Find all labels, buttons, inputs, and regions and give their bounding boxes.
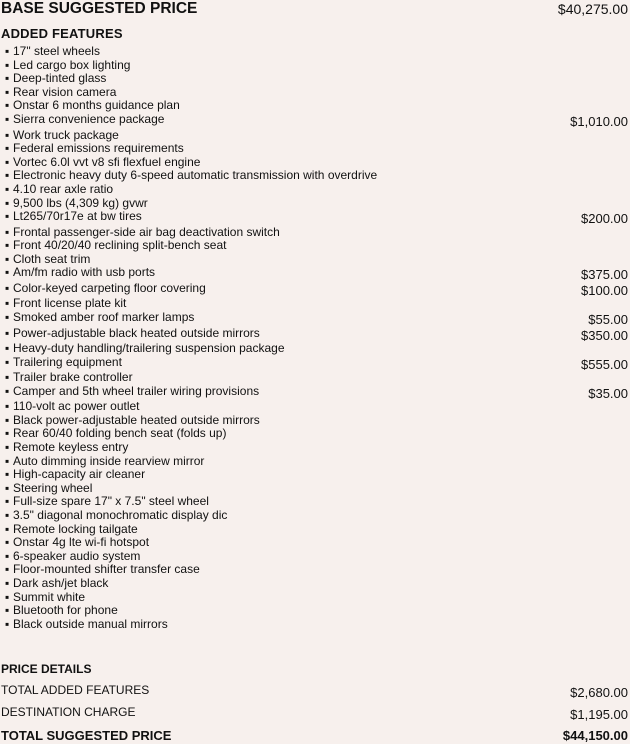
feature-text: Work truck package — [13, 127, 119, 142]
bullet-icon: ▪ — [5, 426, 10, 441]
feature-text: Heavy-duty handling/trailering suspension package — [13, 341, 285, 355]
base-price-label: BASE SUGGESTED PRICE — [1, 0, 198, 17]
bullet-icon: ▪ — [5, 57, 10, 72]
feature-label — [5, 225, 280, 239]
bullet-icon: ▪ — [5, 141, 10, 156]
feature-text: 110-volt ac power outlet — [13, 399, 140, 414]
feature-text: 3.5" diagonal monochromatic display dic — [13, 508, 228, 522]
feature-label — [5, 454, 204, 468]
feature-label — [5, 481, 92, 495]
bullet-icon: ▪ — [5, 616, 10, 631]
feature-label — [5, 326, 260, 340]
feature-text: Onstar 4g lte wi-fi hotspot — [13, 535, 150, 550]
feature-text: Black outside manual mirrors — [13, 616, 168, 631]
feature-text: Full-size spare 17" x 7.5" steel wheel — [13, 494, 209, 509]
feature-text: Lt265/70r17e at bw tires — [13, 209, 142, 224]
feature-label — [5, 355, 122, 369]
feature-text: 4.10 rear axle ratio — [13, 181, 114, 196]
bullet-icon: ▪ — [5, 168, 10, 183]
feature-text: Black power-adjustable heated outside mirrors — [13, 412, 260, 427]
feature-text: Rear 60/40 folding bench seat (folds up) — [13, 426, 227, 441]
feature-text: Onstar 6 months guidance plan — [13, 98, 180, 113]
feature-label — [5, 281, 206, 295]
feature-label — [5, 384, 259, 398]
bullet-icon: ▪ — [5, 310, 10, 324]
feature-label — [5, 549, 140, 563]
feature-text: Remote locking tailgate — [13, 521, 138, 536]
feature-text: Trailering equipment — [13, 354, 122, 369]
feature-label — [5, 58, 130, 72]
feature-text: Sierra convenience package — [13, 112, 165, 126]
feature-label — [5, 44, 100, 58]
bullet-icon: ▪ — [5, 44, 10, 58]
feature-label — [5, 399, 140, 413]
feature-text: Front license plate kit — [13, 296, 127, 311]
feature-price: $375.00 — [581, 267, 628, 283]
feature-text: Camper and 5th wheel trailer wiring provisions — [13, 383, 260, 398]
destination-label: DESTINATION CHARGE — [1, 705, 136, 719]
feature-text: Smoked amber roof marker lamps — [13, 310, 195, 324]
feature-label — [5, 341, 285, 355]
feature-price: $35.00 — [588, 385, 628, 401]
bullet-icon: ▪ — [5, 480, 10, 495]
feature-text: Trailer brake controller — [13, 370, 133, 385]
bullet-icon: ▪ — [5, 71, 10, 86]
feature-label — [5, 98, 180, 112]
bullet-icon: ▪ — [5, 209, 10, 224]
feature-text: Summit white — [13, 589, 86, 604]
feature-label — [5, 296, 126, 310]
bullet-icon: ▪ — [5, 562, 10, 577]
total-added-value: $2,680.00 — [570, 685, 628, 700]
bullet-icon: ▪ — [5, 508, 10, 522]
feature-text: Color-keyed carpeting floor covering — [13, 280, 206, 295]
feature-text: 9,500 lbs (4,309 kg) gvwr — [13, 195, 148, 210]
bullet-icon: ▪ — [5, 521, 10, 536]
bullet-icon: ▪ — [5, 354, 10, 369]
feature-label — [5, 71, 106, 85]
feature-label — [5, 155, 200, 169]
feature-label — [5, 238, 226, 252]
bullet-icon: ▪ — [5, 296, 10, 311]
bullet-icon: ▪ — [5, 576, 10, 590]
feature-label — [5, 128, 119, 142]
bullet-icon: ▪ — [5, 84, 10, 99]
feature-label — [5, 252, 90, 266]
bullet-icon: ▪ — [5, 399, 10, 414]
feature-text: Cloth seat trim — [13, 251, 91, 266]
feature-label — [5, 494, 209, 508]
bullet-icon: ▪ — [5, 224, 10, 239]
bullet-icon: ▪ — [5, 383, 10, 398]
feature-text: High-capacity air cleaner — [13, 467, 146, 482]
feature-label — [5, 535, 149, 549]
bullet-icon: ▪ — [5, 127, 10, 142]
bullet-icon: ▪ — [5, 467, 10, 482]
feature-text: Led cargo box lighting — [13, 57, 131, 72]
feature-text: 6-speaker audio system — [13, 548, 141, 563]
feature-text: Front 40/20/40 reclining split-bench seat — [13, 238, 227, 253]
feature-text: 17" steel wheels — [13, 44, 100, 58]
bullet-icon: ▪ — [5, 341, 10, 355]
bullet-icon: ▪ — [5, 412, 10, 427]
bullet-icon: ▪ — [5, 535, 10, 550]
total-price-value: $44,150.00 — [562, 728, 628, 743]
feature-price: $350.00 — [581, 327, 628, 343]
feature-label — [5, 562, 200, 576]
feature-label — [5, 508, 227, 522]
bullet-icon: ▪ — [5, 154, 10, 169]
feature-label — [5, 182, 113, 196]
destination-value: $1,195.00 — [570, 707, 628, 722]
feature-text: Vortec 6.0l vvt v8 sfi flexfuel engine — [13, 154, 201, 169]
base-price-value: $40,275.00 — [557, 1, 628, 17]
feature-text: Rear vision camera — [13, 84, 117, 99]
feature-label — [5, 413, 260, 427]
feature-price: $100.00 — [581, 282, 628, 298]
feature-text: Electronic heavy duty 6-speed automatic transmission with overdrive — [13, 168, 378, 183]
bullet-icon: ▪ — [5, 265, 10, 280]
bullet-icon: ▪ — [5, 548, 10, 563]
feature-price: $555.00 — [581, 356, 628, 372]
bullet-icon: ▪ — [5, 238, 10, 253]
feature-text: Bluetooth for phone — [13, 603, 118, 618]
feature-label — [5, 112, 164, 126]
bullet-icon: ▪ — [5, 370, 10, 385]
feature-price: $1,010.00 — [570, 114, 628, 129]
feature-label — [5, 85, 116, 99]
feature-text: Dark ash/jet black — [13, 576, 109, 590]
feature-text: Remote keyless entry — [13, 440, 129, 454]
total-added-label: TOTAL ADDED FEATURES — [1, 683, 150, 697]
bullet-icon: ▪ — [5, 494, 10, 509]
feature-label — [5, 522, 138, 536]
bullet-icon: ▪ — [5, 181, 10, 196]
bullet-icon: ▪ — [5, 440, 10, 454]
feature-label — [5, 440, 128, 454]
price-details-heading: PRICE DETAILS — [1, 662, 92, 676]
feature-text: Floor-mounted shifter transfer case — [13, 562, 200, 577]
feature-label — [5, 196, 148, 210]
feature-text: Frontal passenger-side air bag deactivation switch — [13, 224, 280, 239]
bullet-icon: ▪ — [5, 453, 10, 468]
feature-label — [5, 467, 145, 481]
feature-label — [5, 426, 226, 440]
feature-text: Steering wheel — [13, 480, 93, 495]
feature-label — [5, 265, 155, 279]
bullet-icon: ▪ — [5, 195, 10, 210]
bullet-icon: ▪ — [5, 589, 10, 604]
added-features-heading: ADDED FEATURES — [1, 26, 123, 41]
feature-price: $55.00 — [588, 312, 628, 327]
feature-text: Auto dimming inside rearview mirror — [13, 453, 205, 468]
feature-label — [5, 617, 168, 631]
feature-text: Federal emissions requirements — [13, 141, 184, 156]
feature-label — [5, 209, 142, 223]
feature-text: Power-adjustable black heated outside mirrors — [13, 325, 260, 340]
feature-text: Am/fm radio with usb ports — [13, 265, 156, 280]
feature-label — [5, 603, 118, 617]
feature-text: Deep-tinted glass — [13, 71, 107, 86]
feature-label — [5, 141, 184, 155]
feature-price: $200.00 — [581, 211, 628, 227]
bullet-icon: ▪ — [5, 325, 10, 340]
feature-label — [5, 370, 133, 384]
bullet-icon: ▪ — [5, 280, 10, 295]
bullet-icon: ▪ — [5, 112, 10, 126]
feature-label — [5, 310, 194, 324]
feature-label — [5, 168, 377, 182]
bullet-icon: ▪ — [5, 251, 10, 266]
feature-label — [5, 576, 108, 590]
feature-label — [5, 590, 85, 604]
bullet-icon: ▪ — [5, 603, 10, 618]
total-price-label: TOTAL SUGGESTED PRICE — [1, 728, 172, 743]
bullet-icon: ▪ — [5, 98, 10, 113]
